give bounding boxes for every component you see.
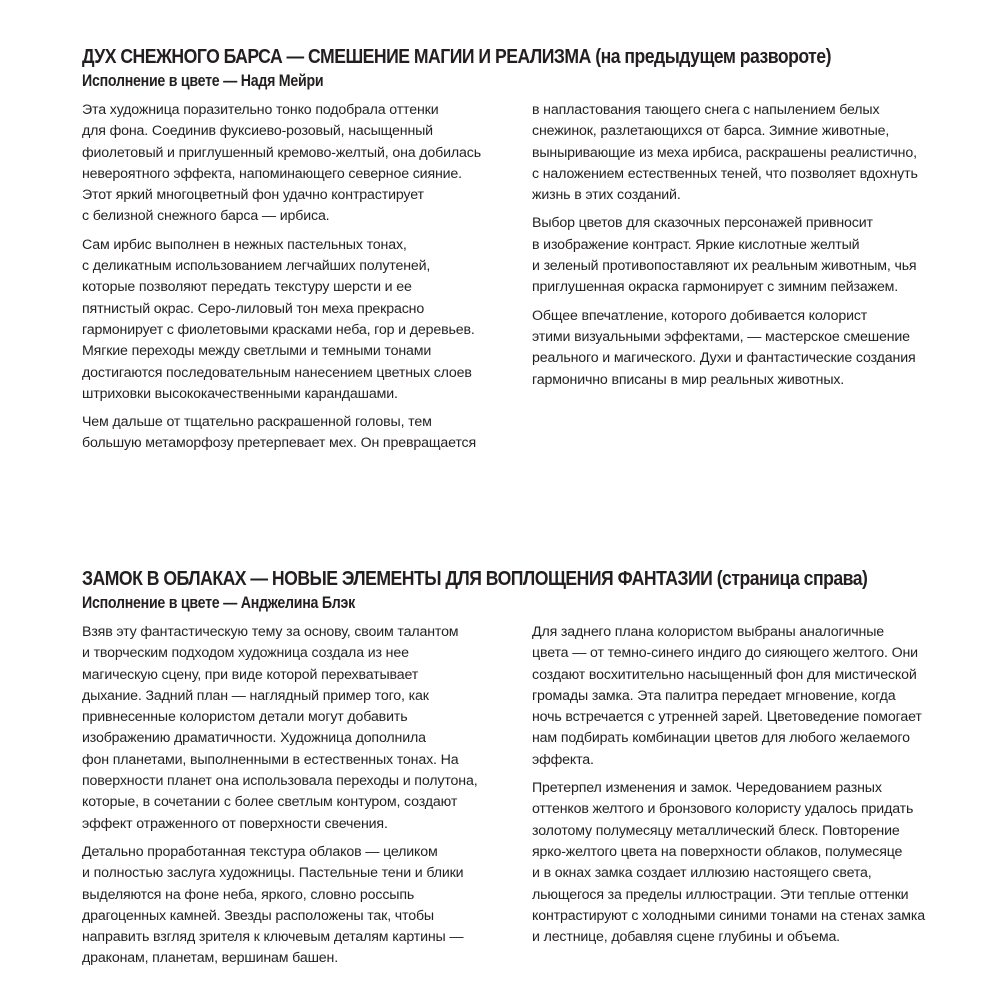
text-line: которые, в сочетании с более светлым контуром, создают [82,794,458,811]
text-line: гармонично вписаны в мир реальных животных. [532,371,845,388]
text-line: нам подбирать комбинации цветов для любого желаемого [532,730,910,747]
section-heading: ЗАМОК В ОБЛАКАХ — НОВЫЕ ЭЛЕМЕНТЫ ДЛЯ ВОПЛОЩЕНИЯ ФАНТАЗИИ (страница справа) [82,567,868,590]
text-line: которые позволяют передать текстуру шерсти и ее [82,279,412,296]
text-line: с белизной снежного барса — ирбиса. [82,208,330,225]
paragraph [82,100,502,228]
paragraph [82,412,502,455]
left-column [82,100,502,462]
text-line: и полностью заслуга художницы. Пастельные тени и блики [82,865,464,882]
text-line: Эта художница поразительно тонко подобрала оттенки [82,102,439,118]
text-line: Для заднего плана колористом выбраны аналогичные [532,624,885,640]
text-line: Выбор цветов для сказочных персонажей привносит [532,215,873,232]
section-byline: Исполнение в цвете — Анджелина Блэк [82,594,355,612]
text-line: Чем дальше от тщательно раскрашенной головы, тем [82,414,432,431]
text-line: фон планетами, выполненными в естественных тонах. На [82,751,459,768]
paragraph [532,100,952,206]
text-line: создают восхитительно насыщенный фон для мистической [532,666,917,683]
text-line: и лестнице, добавляя сцене глубины и объема. [532,929,840,946]
right-column [532,622,952,955]
paragraph [82,235,502,405]
text-line: оттенков желтого и бронзового колористу удалось придать [532,801,914,818]
text-line: приглушенная окраска гармонирует с зимним пейзажем. [532,279,899,296]
text-line: золотому полумесяцу металлический блеск. Повторение [532,822,900,839]
left-column [82,622,502,977]
text-line: Сам ирбис выполнен в нежных пастельных тонах, [82,236,407,253]
text-line: в напластования тающего снега с напылением белых [532,102,880,118]
text-line: цвета — от темно-синего индиго до сияющего желтого. Они [532,645,918,662]
text-line: изображению драматичности. Художница дополнила [82,730,426,747]
text-line: Этот яркий многоцветный фон удачно контрастирует [82,187,424,204]
text-line: драгоценных камней. Звезды расположены так, чтобы [82,907,434,924]
text-line: и зеленый противопоставляют их реальным животным, чья [532,258,917,275]
text-line: штриховки высококачественными карандашами. [82,385,398,402]
text-line: эффект отраженного от поверхности свечения. [82,815,388,832]
text-line: реального и магического. Духи и фантастические создания [532,350,916,367]
section-heading: ДУХ СНЕЖНОГО БАРСА — СМЕШЕНИЕ МАГИИ И РЕАЛИЗМА (на предыдущем развороте) [82,45,831,68]
paragraph [532,622,952,771]
text-line: привнесенные колористом детали могут добавить [82,709,408,726]
text-line: этими визуальными эффектами, — мастерское смешение [532,328,910,345]
text-line: громады замка. Эта палитра передает мгновение, когда [532,687,896,704]
text-line: драконам, планетам, вершинам башен. [82,950,339,967]
text-line: ночь встречается с утренней зарей. Цветоведение помогает [532,709,922,726]
text-line: достигаются последовательным нанесением цветных слоев [82,364,472,381]
text-line: ярко-желтого цвета на поверхности облаков, полумесяце [532,843,903,860]
text-line: жизнь в этих созданий. [532,187,681,204]
paragraph [532,213,952,298]
text-line: направить взгляд зрителя к ключевым деталям картины — [82,929,464,946]
paragraph [82,622,502,835]
text-line: большую метаморфозу претерпевает мех. Он превращается [82,435,477,452]
text-line: эффекта. [532,751,594,768]
text-line: льющегося за пределы иллюстрации. Эти теплые оттенки [532,886,909,903]
text-line: Мягкие переходы между светлыми и темными тонами [82,343,432,360]
section-byline: Исполнение в цвете — Надя Мейри [82,72,324,90]
text-line: выделяются на фоне неба, яркого, словно россыпь [82,886,415,903]
text-line: в изображение контраст. Яркие кислотные желтый [532,236,860,253]
text-line: и в окнах замка создает иллюзию настоящего света, [532,865,872,882]
text-line: с деликатным использованием легчайших полутеней, [82,258,431,275]
text-line: Детально проработанная текстура облаков — целиком [82,843,438,860]
text-line: фиолетовый и приглушенный кремово-желтый, она добилась [82,144,481,161]
text-line: Взяв эту фантастическую тему за основу, своим талантом [82,624,459,640]
article-section-castle-in-clouds [82,566,942,967]
text-line: магическую сцену, при виде которой перехватывает [82,666,419,683]
text-line: пятнистый окрас. Серо-лиловый тон меха прекрасно [82,300,425,317]
text-line: контрастируют с холодными синими тонами на стенах замка [532,907,926,924]
text-line: Претерпел изменения и замок. Чередованием разных [532,780,882,797]
paragraph [82,842,502,970]
right-column [532,100,952,398]
article-section-snow-leopard [82,44,942,452]
text-line: и творческим подходом художница создала из нее [82,645,409,662]
text-line: для фона. Соединив фуксиево-розовый, насыщенный [82,123,433,140]
text-line: гармонирует с фиолетовыми красками неба, гор и деревьев. [82,321,475,338]
text-line: с наложением естественных теней, что позволяет вдохнуть [532,165,918,182]
text-line: Общее впечатление, которого добивается колорист [532,307,868,324]
text-line: дыхание. Задний план — наглядный пример того, как [82,687,429,704]
text-line: выныривающие из меха ирбиса, раскрашены реалистично, [532,144,917,161]
text-line: невероятного эффекта, напоминающего северное сияние. [82,165,462,182]
text-line: поверхности планет она использовала переходы и полутона, [82,773,478,790]
paragraph [532,778,952,948]
text-line: снежинок, разлетающихся от барса. Зимние животные, [532,123,890,140]
paragraph [532,306,952,391]
